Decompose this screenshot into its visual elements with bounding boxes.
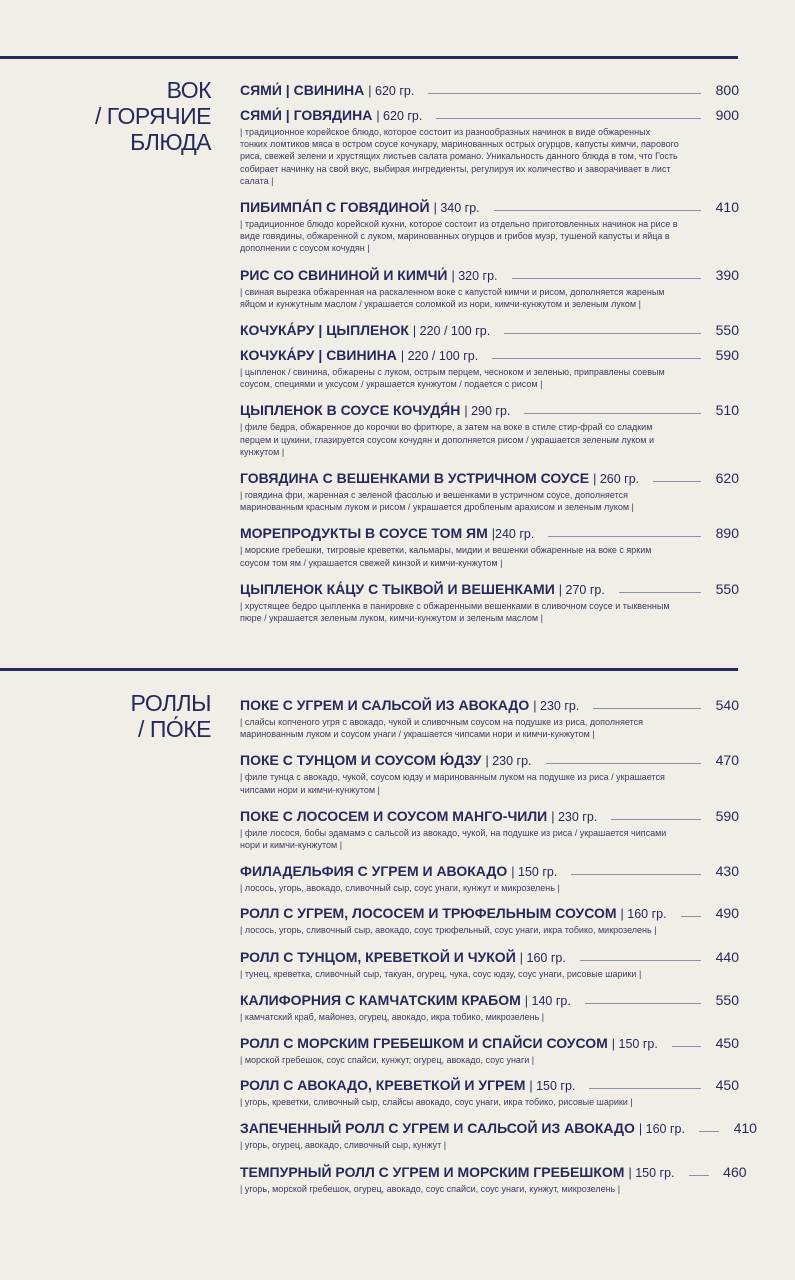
menu-item — [240, 102, 739, 187]
menu-item-name: ЦЫПЛЕНОК В СОУСЕ КОЧУДЯ́Н — [240, 402, 461, 419]
menu-item-price: 590 — [715, 347, 739, 364]
menu-item-header — [240, 1115, 757, 1137]
section-divider — [0, 668, 738, 671]
menu-item-description: | морские гребешки, тигровые креветки, кальмары, мидии и вешенки обжаренные на воке с ярким соусом том ям / украшается свежей кинзой и кимчи-кунжутом | — [240, 545, 652, 568]
menu-item-header — [240, 520, 739, 541]
menu-item-name: ПОКЕ С ЛОСОСЕМ И СОУСОМ МАНГО-ЧИЛИ — [240, 807, 548, 824]
menu-item-name: РОЛЛ С УГРЕМ, ЛОСОСЕМ И ТРЮФЕЛЬНЫМ СОУСОМ — [240, 905, 617, 922]
menu-item-description: | традиционное блюдо корейской кухни, которое состоит из отдельно приготовленных начинок на рисе в виде говядины, обжаренной с луком, маринованных огурцов и грибов муэр, тушеной капусты и яйца в дополнении с соусом кочудян | — [240, 219, 678, 254]
dotted-leader-line — [548, 536, 701, 537]
menu-item — [240, 803, 739, 851]
menu-item-header — [240, 803, 739, 824]
section-title — [130, 690, 211, 742]
menu-item-name: МОРЕПРОДУКТЫ В СОУСЕ ТОМ ЯМ — [240, 525, 488, 542]
menu-item — [240, 465, 739, 513]
menu-item-weight: | 320 гр. — [451, 268, 498, 283]
menu-item-price: 550 — [715, 580, 739, 597]
menu-item-weight: | 230 гр. — [551, 809, 598, 824]
menu-item-name: ЦЫПЛЕНОК КА́ЦУ С ТЫКВОЙ И ВЕШЕНКАМИ — [240, 580, 555, 597]
menu-item-weight: | 140 гр. — [524, 993, 571, 1008]
menu-item-weight: | 220 / 100 гр. — [412, 324, 491, 339]
menu-item-header — [240, 900, 739, 921]
dotted-leader-line — [436, 118, 701, 119]
menu-item-weight: | 270 гр. — [558, 582, 605, 597]
dotted-leader-line — [571, 874, 701, 875]
menu-item-name: ЗАПЕЧЕННЫЙ РОЛЛ С УГРЕМ И САЛЬСОЙ ИЗ АВОКАДО — [240, 1120, 635, 1137]
menu-item-price: 390 — [715, 266, 739, 283]
menu-item-price: 550 — [715, 991, 739, 1008]
dotted-leader-line — [681, 916, 701, 917]
section-title-line: ВОК — [166, 77, 211, 103]
dotted-leader-line — [653, 481, 701, 482]
menu-item — [240, 1115, 757, 1151]
menu-item-header — [240, 317, 739, 338]
menu-item-price: 410 — [733, 1120, 757, 1137]
menu-item-description: | лосось, угорь, сливочный сыр, авокадо, соус трюфельный, соус унаги, икра тобико, микрозелень | — [240, 925, 657, 936]
menu-item-name: ПОКЕ С ТУНЦОМ И СОУСОМ Ю́ДЗУ — [240, 752, 482, 769]
menu-item-name: РОЛЛ С АВОКАДО, КРЕВЕТКОЙ И УГРЕМ — [240, 1077, 526, 1094]
menu-item-name: РОЛЛ С ТУНЦОМ, КРЕВЕТКОЙ И ЧУКОЙ — [240, 948, 516, 965]
menu-item-description: | филе бедра, обжаренное до корочки во фритюре, а затем на воке в стиле стир-фрай со сладким перцем и цукини, глазируется соусом кочудян и дополняется рисом / украшается зеленым луком и кунжутом | — [240, 422, 654, 457]
menu-item-header — [240, 987, 739, 1008]
menu-item-price: 460 — [723, 1163, 747, 1180]
section-title-line: БЛЮДА — [130, 129, 211, 155]
menu-item-price: 800 — [715, 82, 739, 98]
menu-item-description: | филе тунца с авокадо, чукой, соусом юдзу и маринованным луком на подушке из риса / украшается чипсами нори и кимчи-кунжутом | — [240, 772, 665, 795]
menu-item-price: 450 — [715, 1035, 739, 1052]
dotted-leader-line — [593, 708, 701, 709]
menu-item-header — [240, 747, 739, 768]
menu-item-name: КОЧУКА́РУ | ЦЫПЛЕНОК — [240, 322, 409, 339]
menu-item-name: ГОВЯДИНА С ВЕШЕНКАМИ В УСТРИЧНОМ СОУСЕ — [240, 470, 590, 487]
menu-item — [240, 1159, 747, 1195]
menu-item-weight: | 160 гр. — [519, 950, 566, 965]
menu-item-name: КОЧУКА́РУ | СВИНИНА — [240, 347, 397, 364]
section-title-line: / ГОРЯЧИЕ — [95, 103, 211, 129]
menu-item-weight: | 620 гр. — [368, 84, 415, 98]
menu-item — [240, 317, 739, 338]
menu-item-header — [240, 944, 739, 965]
menu-item-weight: | 260 гр. — [593, 472, 640, 487]
menu-item-header — [240, 102, 739, 123]
menu-item-header — [240, 342, 739, 363]
menu-item — [240, 397, 739, 458]
menu-item-name: СЯМИ́ | ГОВЯДИНА — [240, 107, 373, 123]
menu-item-weight: |240 гр. — [491, 527, 535, 542]
dotted-leader-line — [611, 819, 701, 820]
menu-item — [240, 900, 739, 936]
menu-item-weight: | 230 гр. — [533, 699, 580, 713]
menu-item-weight: | 290 гр. — [464, 404, 511, 419]
menu-item-price: 540 — [715, 697, 739, 713]
dotted-leader-line — [428, 93, 701, 94]
menu-item-name: КАЛИФОРНИЯ С КАМЧАТСКИМ КРАБОМ — [240, 991, 521, 1008]
menu-item-price: 510 — [715, 402, 739, 419]
menu-item-header — [240, 1159, 747, 1180]
dotted-leader-line — [492, 358, 701, 359]
menu-item — [240, 576, 739, 624]
menu-item-weight: | 150 гр. — [611, 1037, 658, 1052]
menu-item-description: | угорь, огурец, авокадо, сливочный сыр, кунжут | — [240, 1140, 447, 1151]
menu-item-price: 620 — [715, 470, 739, 487]
dotted-leader-line — [580, 960, 701, 961]
menu-items-list — [240, 685, 757, 1195]
menu-item-header — [240, 262, 739, 283]
menu-item-name: РИС СО СВИНИНОЙ И КИМЧИ́ — [240, 266, 448, 283]
menu-item-description: | морской гребешок, соус спайси, кунжут, огурец, авокадо, соус унаги | — [240, 1055, 535, 1066]
menu-item — [240, 747, 739, 795]
section-divider — [0, 56, 738, 59]
menu-item-name: ТЕМПУРНЫЙ РОЛЛ С УГРЕМ И МОРСКИМ ГРЕБЕШКОМ — [240, 1163, 625, 1180]
menu-item-price: 890 — [715, 525, 739, 542]
menu-item-header — [240, 465, 739, 486]
menu-item-weight: | 220 / 100 гр. — [400, 349, 479, 364]
dotted-leader-line — [689, 1175, 709, 1176]
menu-item-name: СЯМИ́ | СВИНИНА — [240, 82, 365, 98]
menu-item — [240, 342, 739, 390]
menu-item-price: 900 — [715, 107, 739, 123]
menu-item — [240, 1030, 739, 1066]
menu-item — [240, 987, 739, 1023]
menu-item-price: 550 — [715, 322, 739, 339]
menu-item-weight: | 620 гр. — [376, 109, 423, 123]
dotted-leader-line — [589, 1088, 701, 1089]
menu-item-description: | цыпленок / свинина, обжарены с луком, острым перцем, чесноком и зеленью, приправлены соевым соусом, специями и уксусом / украшается кунжутом / подается с рисом | — [240, 367, 665, 390]
menu-item-description: | слайсы копченого угря с авокадо, чукой и сливочным соусом на подушке из риса, дополняется маринованным луком и соусом унаги / украшается чипсами нори и кимчи-кунжутом | — [240, 717, 643, 740]
dotted-leader-line — [699, 1131, 719, 1132]
menu-item-weight: | 160 гр. — [638, 1122, 685, 1137]
menu-item-description: | говядина фри, жаренная с зеленой фасолью и вешенками в устричном соусе, дополняется маринованным красным луком и рисом / украшается дробленым арахисом и зеленым луком | — [240, 490, 634, 513]
menu-item-price: 450 — [715, 1077, 739, 1094]
menu-item-weight: | 340 гр. — [433, 201, 480, 216]
menu-item-header — [240, 1030, 739, 1051]
menu-item-price: 470 — [715, 752, 739, 769]
menu-item-name: ФИЛАДЕЛЬФИЯ С УГРЕМ И АВОКАДО — [240, 863, 508, 880]
menu-item-price: 590 — [715, 807, 739, 824]
menu-items-list — [240, 70, 739, 624]
menu-item-price: 490 — [715, 905, 739, 922]
menu-item-header — [240, 194, 739, 215]
menu-item-price: 410 — [715, 199, 739, 216]
dotted-leader-line — [585, 1003, 701, 1004]
menu-item-description: | филе лосося, бобы эдамамэ с сальсой из авокадо, чукой, на подушке из риса / украшается чипсами нори и кимчи-кунжутом | — [240, 827, 667, 851]
menu-item-header — [240, 858, 739, 879]
menu-item-description: | хрустящее бедро цыпленка в панировке с обжаренными вешенками в сливочном соусе и тыквенным пюре / украшается зеленым луком, кимчи-кунжутом и зеленым маслом | — [240, 600, 670, 624]
menu-item-price: 440 — [715, 948, 739, 965]
menu-item — [240, 77, 739, 98]
menu-item — [240, 520, 739, 568]
menu-item-description: | камчатский краб, майонез, огурец, авокадо, икра тобико, микрозелень | — [240, 1011, 545, 1022]
menu-item-price: 430 — [715, 863, 739, 880]
menu-item — [240, 262, 739, 310]
dotted-leader-line — [672, 1046, 701, 1047]
menu-item-weight: | 230 гр. — [485, 754, 532, 769]
section-title-line: / ПО́КЕ — [138, 716, 211, 742]
section-title-line: РОЛЛЫ — [130, 690, 211, 716]
menu-item-weight: | 150 гр. — [529, 1079, 576, 1094]
menu-item-weight: | 150 гр. — [628, 1165, 675, 1180]
menu-item-weight: | 160 гр. — [620, 907, 667, 922]
section-title — [95, 77, 211, 155]
dotted-leader-line — [512, 278, 701, 279]
menu-item-header — [240, 77, 739, 98]
menu-item — [240, 194, 739, 255]
menu-item-header — [240, 1072, 739, 1093]
menu-item-name: ПИБИМПА́П С ГОВЯДИНОЙ — [240, 199, 430, 216]
menu-item — [240, 692, 739, 740]
menu-item — [240, 858, 739, 894]
menu-item-description: | свиная вырезка обжаренная на раскаленном воке с капустой кимчи и рисом, дополняется жареным яйцом и кунжутным маслом / украшается соломкой из нори, кимчи-кунжутом и зеленым луком | — [240, 286, 665, 309]
menu-item — [240, 944, 739, 980]
menu-item-description: | угорь, креветки, сливочный сыр, слайсы авокадо, соус унаги, икра тобико, рисовые шарики | — [240, 1097, 633, 1108]
menu-item-name: РОЛЛ С МОРСКИМ ГРЕБЕШКОМ И СПАЙСИ СОУСОМ — [240, 1035, 608, 1052]
menu-item-description: | угорь, морской гребешок, огурец, авокадо, соус спайси, соус унаги, кунжут, микрозелень | — [240, 1183, 621, 1194]
dotted-leader-line — [494, 210, 701, 211]
menu-item-name: ПОКЕ С УГРЕМ И САЛЬСОЙ ИЗ АВОКАДО — [240, 697, 530, 713]
dotted-leader-line — [619, 592, 701, 593]
menu-item-header — [240, 576, 739, 597]
dotted-leader-line — [546, 763, 701, 764]
dotted-leader-line — [504, 333, 701, 334]
menu-item-weight: | 150 гр. — [511, 865, 558, 880]
menu-item-header — [240, 692, 739, 713]
menu-item-description: | традиционное корейское блюдо, которое состоит из разнообразных начинок в виде обжаренных тонких ломтиков мяса в остром соусе кочукару, маринованных острых огурцов, капусты кимчи, парового риса, свежей зелени и хрустящих листьев салата романо. Уникальность данного блюда в том, что Гость собирает начинку на свой вкус, выбирая ингредиенты, регулируя их количество и заворачивает в лист салата | — [240, 127, 679, 186]
dotted-leader-line — [524, 413, 701, 414]
menu-item-header — [240, 397, 739, 418]
menu-item-description: | тунец, креветка, сливочный сыр, такуан, огурец, чука, соус юдзу, соус унаги, рисовые шарики | — [240, 968, 642, 979]
menu-item-description: | лосось, угорь, авокадо, сливочный сыр, соус унаги, кунжут и микрозелень | — [240, 883, 560, 894]
menu-item — [240, 1072, 739, 1108]
